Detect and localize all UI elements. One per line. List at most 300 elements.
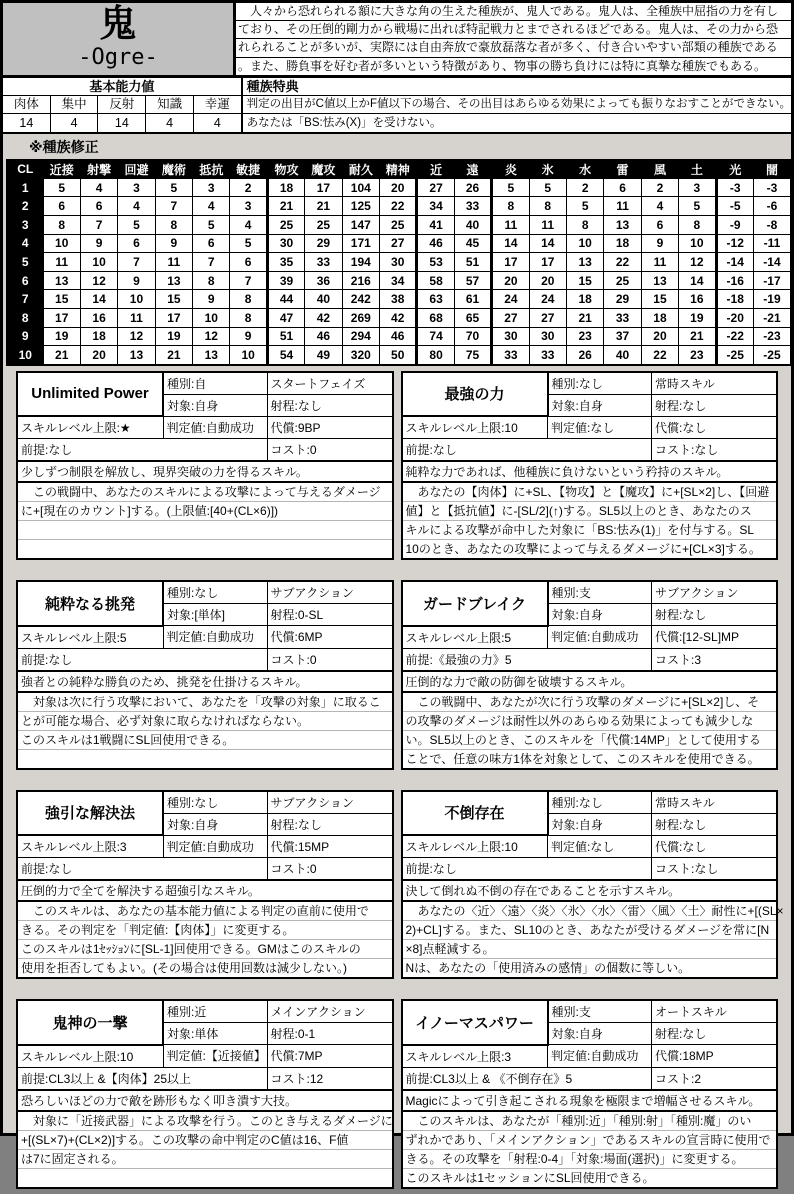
- skill-card-stat-row: [17, 835, 393, 858]
- mod-cl-cell: 8: [7, 308, 43, 327]
- skill-cost: コスト:12: [267, 1067, 393, 1090]
- mod-value-cell: 12: [193, 327, 230, 346]
- mod-col-header: 水: [566, 160, 603, 179]
- mod-value-cell: 8: [529, 197, 566, 216]
- mod-value-cell: 5: [492, 178, 529, 197]
- mod-cl-cell: 2: [7, 197, 43, 216]
- skill-card-body-row: [402, 692, 778, 769]
- mod-value-cell: 10: [80, 253, 117, 272]
- skill-level-limit: スキルレベル上限:3: [17, 835, 163, 858]
- mod-value-cell: 6: [193, 234, 230, 253]
- mod-value-cell: 65: [454, 308, 491, 327]
- skill-range: 射程:0-SL: [267, 604, 393, 626]
- mod-row: [7, 215, 791, 234]
- skill-level-limit: スキルレベル上限:5: [17, 626, 163, 649]
- mod-value-cell: 49: [305, 346, 342, 365]
- skill-type: 種別:なし: [163, 791, 267, 814]
- skill-timing: 常時スキル: [652, 372, 778, 395]
- mod-value-cell: 24: [529, 290, 566, 309]
- skill-cost: コスト:なし: [652, 858, 778, 881]
- mod-row: [7, 271, 791, 290]
- skill-flavor: 純粋な力であれば、他種族に負けないという矜持のスキル。: [402, 461, 778, 482]
- skill-type: 種別:近: [163, 1000, 267, 1023]
- skill-timing: メインアクション: [267, 1000, 393, 1023]
- skill-body-line: +[(SL×7)+(CL×2)]する。この攻撃の命中判定のC値は16、F値: [18, 1130, 392, 1149]
- mod-col-header: 炎: [492, 160, 529, 179]
- mod-value-cell: 30: [267, 234, 304, 253]
- mod-value-cell: 10: [679, 234, 716, 253]
- skill-target: 対象:自身: [548, 813, 652, 835]
- mod-value-cell: 17: [529, 253, 566, 272]
- mod-value-cell: 36: [305, 271, 342, 290]
- skill-body-line: 使用を拒否してもよい。(その場合は使用回数は減少しない。): [18, 958, 392, 977]
- skill-price: 代償:15MP: [267, 835, 393, 858]
- mod-col-header: 闇: [753, 160, 791, 179]
- skill-body-line: ×8]点軽減する。: [403, 939, 777, 958]
- mod-value-cell: 57: [454, 271, 491, 290]
- mod-value-cell: 7: [193, 253, 230, 272]
- mod-value-cell: 11: [118, 308, 155, 327]
- skill-cost: コスト:0: [267, 648, 393, 671]
- skill-card-body-row: [402, 482, 778, 559]
- skill-card-prereq-row: [402, 858, 778, 881]
- mod-value-cell: 13: [155, 271, 192, 290]
- base-abilities-table: [3, 78, 243, 132]
- mod-value-cell: 9: [641, 234, 678, 253]
- ability-label: 知識: [146, 96, 194, 114]
- skill-body-line: ことで、任意の味方1体を対象として、このスキルを使用できる。: [403, 749, 777, 768]
- mod-value-cell: 46: [305, 327, 342, 346]
- ability-label: 反射: [98, 96, 146, 114]
- mod-value-cell: 7: [155, 197, 192, 216]
- skill-body-line: このスキルは1戦闘にSL回使用できる。: [18, 730, 392, 749]
- mod-value-cell: 8: [230, 308, 267, 327]
- mod-value-cell: 11: [43, 253, 80, 272]
- mod-row: [7, 197, 791, 216]
- mod-value-cell: 15: [641, 290, 678, 309]
- skill-card-prereq-row: [17, 439, 393, 462]
- race-perks-lines: [243, 96, 791, 132]
- mod-value-cell: 27: [417, 178, 454, 197]
- mod-value-cell: 4: [193, 197, 230, 216]
- mod-value-cell: 33: [305, 253, 342, 272]
- ability-label: 肉体: [3, 96, 51, 114]
- mod-col-header: 遠: [454, 160, 491, 179]
- mod-value-cell: 17: [155, 308, 192, 327]
- mod-value-cell: 27: [492, 308, 529, 327]
- skill-card: [16, 371, 394, 561]
- skill-price: 代償:6MP: [267, 626, 393, 649]
- mod-value-cell: -3: [716, 178, 753, 197]
- skill-card-head-row-1: [17, 1000, 393, 1023]
- mod-value-cell: 171: [342, 234, 379, 253]
- mod-value-cell: 40: [604, 346, 641, 365]
- skill-card-flavor-row: [402, 671, 778, 692]
- skill-range: 射程:なし: [267, 394, 393, 416]
- skill-type: 種別:支: [548, 581, 652, 604]
- mod-value-cell: 11: [641, 253, 678, 272]
- skill-body-line: [18, 1168, 392, 1187]
- mod-value-cell: 18: [267, 178, 304, 197]
- skill-level-limit: スキルレベル上限:10: [402, 416, 548, 439]
- skill-flavor: Magicによって引き起こされる現象を極限まで増幅させるスキル。: [402, 1090, 778, 1111]
- skill-target: 対象:単体: [163, 1023, 267, 1045]
- mod-value-cell: 320: [342, 346, 379, 365]
- mod-value-cell: 5: [529, 178, 566, 197]
- mod-value-cell: 25: [604, 271, 641, 290]
- skill-price: 代償:9BP: [267, 416, 393, 439]
- skill-body-line: きる。その攻撃を「射程:0-4」「対象:場面(選択)」に変更する。: [403, 1149, 777, 1168]
- mod-value-cell: 5: [230, 234, 267, 253]
- mod-value-cell: 54: [267, 346, 304, 365]
- mod-col-header: 近接: [43, 160, 80, 179]
- ability-value: 14: [3, 114, 51, 132]
- skill-check-value: 判定値:なし: [548, 835, 652, 858]
- skill-level-limit: スキルレベル上限:★: [17, 416, 163, 439]
- mod-value-cell: 13: [193, 346, 230, 365]
- mod-value-cell: 47: [267, 308, 304, 327]
- mod-value-cell: 8: [679, 215, 716, 234]
- mod-value-cell: 12: [118, 327, 155, 346]
- ability-label: 幸運: [194, 96, 241, 114]
- mod-value-cell: 17: [43, 308, 80, 327]
- mod-value-cell: 44: [267, 290, 304, 309]
- mod-row: [7, 234, 791, 253]
- race-name-box: [3, 3, 236, 75]
- mod-value-cell: 6: [118, 234, 155, 253]
- skill-target: 対象:自身: [163, 394, 267, 416]
- mod-value-cell: 6: [641, 215, 678, 234]
- mod-value-cell: 2: [230, 178, 267, 197]
- mod-value-cell: 147: [342, 215, 379, 234]
- skill-cost: コスト:3: [652, 648, 778, 671]
- skill-card: [401, 790, 784, 980]
- mod-value-cell: 33: [529, 346, 566, 365]
- mod-value-cell: -25: [716, 346, 753, 365]
- skill-title: 鬼神の一撃: [17, 1000, 163, 1045]
- mod-value-cell: 33: [604, 308, 641, 327]
- skill-card-body-row: [17, 692, 393, 769]
- skill-card-head-row-1: [402, 372, 778, 395]
- mod-value-cell: 26: [566, 346, 603, 365]
- mod-value-cell: 17: [305, 178, 342, 197]
- mod-value-cell: 5: [118, 215, 155, 234]
- mod-value-cell: 10: [118, 290, 155, 309]
- mod-value-cell: -25: [753, 346, 791, 365]
- mod-value-cell: 2: [641, 178, 678, 197]
- skill-target: 対象:自身: [163, 813, 267, 835]
- skill-prereq: 前提:なし: [17, 439, 267, 462]
- mod-value-cell: 5: [43, 178, 80, 197]
- mod-cl-cell: 4: [7, 234, 43, 253]
- skill-card-flavor-row: [17, 880, 393, 901]
- mod-value-cell: -19: [753, 290, 791, 309]
- skill-card-prereq-row: [17, 858, 393, 881]
- skill-body-line: の攻撃のダメージは耐性以外のあらゆる効果によっても減少しな: [403, 711, 777, 730]
- mod-value-cell: 11: [155, 253, 192, 272]
- mod-value-cell: -6: [753, 197, 791, 216]
- skill-card-body-row: [402, 1111, 778, 1188]
- skill-card-stat-row: [402, 626, 778, 649]
- mod-value-cell: 18: [80, 327, 117, 346]
- mod-value-cell: 16: [679, 290, 716, 309]
- skill-body: [402, 901, 784, 978]
- ability-labels-row: [3, 96, 241, 114]
- mod-value-cell: 14: [80, 290, 117, 309]
- mod-col-header: 氷: [529, 160, 566, 179]
- mod-row: [7, 346, 791, 365]
- mod-value-cell: 8: [155, 215, 192, 234]
- mod-value-cell: 21: [267, 197, 304, 216]
- mod-value-cell: 75: [454, 346, 491, 365]
- skill-range: 射程:なし: [652, 604, 778, 626]
- sheet-header: [3, 3, 791, 78]
- mod-value-cell: 33: [454, 197, 491, 216]
- skill-title: 不倒存在: [402, 791, 548, 836]
- skill-title: 強引な解決法: [17, 791, 163, 836]
- skill-prereq: 前提:CL3以上 &【肉体】25以上: [17, 1067, 267, 1090]
- skill-body-line: に+[現在のカウント]する。(上限値:[40+(CL×6)]): [18, 501, 392, 520]
- skill-body: [17, 692, 393, 769]
- skill-body-line: 10のとき、あなたの攻撃によって与えるダメージに+[CL×3]する。: [403, 539, 777, 558]
- skill-prereq: 前提:なし: [402, 858, 652, 881]
- skill-body-line: 値】と【抵抗値】に-[SL/2](↑)する。SL5以上のとき、あなたのス: [403, 501, 777, 520]
- skill-card-stat-row: [17, 1045, 393, 1068]
- mod-value-cell: 11: [604, 197, 641, 216]
- mod-value-cell: 16: [80, 308, 117, 327]
- mod-value-cell: -18: [716, 290, 753, 309]
- mod-value-cell: 15: [566, 271, 603, 290]
- skill-title: ガードブレイク: [402, 581, 548, 626]
- skill-flavor: 圧倒的力で全てを解決する超強引なスキル。: [17, 880, 393, 901]
- skill-timing: サブアクション: [267, 581, 393, 604]
- ability-label: 集中: [51, 96, 99, 114]
- skill-flavor: 少しずつ制限を解放し、現界突破の力を得るスキル。: [17, 461, 393, 482]
- mod-value-cell: 38: [380, 290, 417, 309]
- mod-row: [7, 308, 791, 327]
- mod-value-cell: 80: [417, 346, 454, 365]
- mod-value-cell: 58: [417, 271, 454, 290]
- race-perk-line: あなたは「BS:怯み(X)」を受けない。: [246, 116, 442, 129]
- skill-body-line: い。SL5以上のとき、このスキルを「代償:14MP」として使用する: [403, 730, 777, 749]
- skill-card-flavor-row: [402, 880, 778, 901]
- skill-body-line: このスキルは1セッションにSL回使用できる。: [403, 1168, 777, 1187]
- skill-card-stat-row: [17, 626, 393, 649]
- mod-value-cell: 8: [43, 215, 80, 234]
- skill-level-limit: スキルレベル上限:10: [17, 1045, 163, 1068]
- mod-value-cell: 4: [230, 215, 267, 234]
- mod-value-cell: 3: [679, 178, 716, 197]
- skill-body-line: このスキルは1ｾｯｼｮﾝに[SL-1]回使用できる。GMはこのスキルの: [18, 939, 392, 958]
- skill-card: [401, 999, 779, 1189]
- mod-value-cell: 18: [566, 290, 603, 309]
- skill-card-prereq-row: [402, 439, 778, 462]
- skill-prereq: 前提:《最強の力》5: [402, 648, 652, 671]
- skill-range: 射程:なし: [267, 813, 393, 835]
- mod-value-cell: 11: [529, 215, 566, 234]
- skill-flavor: 決して倒れぬ不倒の存在であることを示すスキル。: [402, 880, 778, 901]
- skill-card-stat-row: [402, 1045, 778, 1068]
- mod-value-cell: 22: [604, 253, 641, 272]
- mod-value-cell: -8: [753, 215, 791, 234]
- skill-check-value: 判定値:自動成功: [163, 835, 267, 858]
- mod-value-cell: 63: [417, 290, 454, 309]
- mod-value-cell: 7: [80, 215, 117, 234]
- mod-value-cell: 5: [679, 197, 716, 216]
- mod-value-cell: 9: [193, 290, 230, 309]
- skill-card-flavor-row: [402, 461, 778, 482]
- mod-value-cell: 12: [679, 253, 716, 272]
- mod-value-cell: 3: [230, 197, 267, 216]
- mod-value-cell: 21: [43, 346, 80, 365]
- mod-value-cell: 13: [566, 253, 603, 272]
- skill-body-line: きる。その判定を「判定値:【肉体】」に変更する。: [18, 920, 392, 939]
- race-description-line: 人々から恐れられる額に大きな角の生えた種族が、鬼人である。鬼人は、全種族中屈指の力を有し: [236, 3, 791, 21]
- mod-value-cell: 74: [417, 327, 454, 346]
- skill-card-prereq-row: [402, 648, 778, 671]
- mod-cl-cell: 1: [7, 178, 43, 197]
- skill-card-prereq-row: [17, 648, 393, 671]
- mod-value-cell: 125: [342, 197, 379, 216]
- skill-range: 射程:なし: [652, 394, 778, 416]
- mod-cl-cell: 3: [7, 215, 43, 234]
- skill-card-body-row: [17, 1111, 393, 1188]
- skill-timing: オートスキル: [652, 1000, 778, 1023]
- skill-price: 代償:18MP: [652, 1045, 778, 1068]
- mod-value-cell: 13: [118, 346, 155, 365]
- mod-col-header: 風: [641, 160, 678, 179]
- skill-check-value: 判定値:なし: [548, 416, 652, 439]
- skill-card-head-row-1: [402, 791, 778, 814]
- skill-card-head-row-1: [17, 791, 393, 814]
- mod-value-cell: 12: [80, 271, 117, 290]
- skill-cards-grid: [3, 366, 791, 1194]
- mod-value-cell: 9: [155, 234, 192, 253]
- skill-card-stat-row: [402, 835, 778, 858]
- skill-cost: コスト:なし: [652, 439, 778, 462]
- skill-flavor: 強者との純粋な勝負のため、挑発を仕掛けるスキル。: [17, 671, 393, 692]
- mod-col-header: 魔術: [155, 160, 192, 179]
- skill-range: 射程:なし: [652, 813, 778, 835]
- mod-col-header: 耐久: [342, 160, 379, 179]
- mod-value-cell: 7: [230, 271, 267, 290]
- skill-body-line: は7に固定される。: [18, 1149, 392, 1168]
- skill-body-line: [18, 539, 392, 558]
- skill-timing: サブアクション: [652, 581, 778, 604]
- mod-value-cell: 8: [193, 271, 230, 290]
- skill-card-flavor-row: [17, 461, 393, 482]
- mod-value-cell: 4: [118, 197, 155, 216]
- skill-price: 代償:[12-SL]MP: [652, 626, 778, 649]
- mod-row: [7, 290, 791, 309]
- skill-check-value: 判定値:自動成功: [163, 416, 267, 439]
- mod-cl-cell: 5: [7, 253, 43, 272]
- skill-check-value: 判定値:【近接値】: [163, 1045, 267, 1068]
- mod-value-cell: 13: [43, 271, 80, 290]
- mod-value-cell: 20: [641, 327, 678, 346]
- mod-header-row: [7, 160, 791, 179]
- skill-card-prereq-row: [17, 1067, 393, 1090]
- mod-col-header: 光: [716, 160, 753, 179]
- skill-type: 種別:自: [163, 372, 267, 395]
- race-mod-title: ※種族修正: [29, 138, 99, 155]
- skill-body-line: Nは、あなたの「使用済みの感情」の個数に等しい。: [403, 958, 777, 977]
- skill-card-flavor-row: [402, 1090, 778, 1111]
- skill-card: [401, 371, 779, 561]
- mod-value-cell: 17: [492, 253, 529, 272]
- mod-value-cell: 6: [604, 178, 641, 197]
- skill-check-value: 判定値:自動成功: [163, 626, 267, 649]
- race-description-line: れられることが多いが、実際には自由奔放で豪放磊落な者が多く、付き合いやすい部類の種族である: [236, 39, 791, 57]
- mod-value-cell: -17: [753, 271, 791, 290]
- mod-value-cell: 14: [492, 234, 529, 253]
- skill-target: 対象:自身: [548, 1023, 652, 1045]
- skill-body: [17, 482, 393, 559]
- skill-timing: 常時スキル: [652, 791, 778, 814]
- mod-value-cell: 15: [43, 290, 80, 309]
- mod-value-cell: 10: [230, 346, 267, 365]
- skill-body: [402, 692, 778, 769]
- mod-value-cell: -23: [753, 327, 791, 346]
- ability-value: 4: [146, 114, 194, 132]
- mod-value-cell: 34: [417, 197, 454, 216]
- skill-card-flavor-row: [17, 671, 393, 692]
- mod-value-cell: 21: [566, 308, 603, 327]
- mod-value-cell: 53: [417, 253, 454, 272]
- mod-value-cell: -21: [753, 308, 791, 327]
- mod-row: [7, 178, 791, 197]
- mod-value-cell: -12: [716, 234, 753, 253]
- mod-value-cell: 42: [305, 308, 342, 327]
- skill-timing: サブアクション: [267, 791, 393, 814]
- mod-value-cell: 3: [193, 178, 230, 197]
- race-description-line: 。また、勝負事を好む者が多いという特徴があり、物事の勝ち負けには特に真摯な種族でもある。: [238, 58, 767, 73]
- mod-value-cell: 19: [43, 327, 80, 346]
- mod-value-cell: 4: [641, 197, 678, 216]
- mod-value-cell: 14: [529, 234, 566, 253]
- mod-cl-cell: 9: [7, 327, 43, 346]
- skill-body-line: 2)+CL]する。また、SL10のとき、あなたが受けるダメージを常に[N: [403, 920, 777, 939]
- skill-card: [401, 580, 779, 770]
- mod-value-cell: 70: [454, 327, 491, 346]
- mod-value-cell: 21: [155, 346, 192, 365]
- skill-flavor: 恐ろしいほどの力で敵を跡形もなく叩き潰す大技。: [17, 1090, 393, 1111]
- mod-value-cell: 41: [417, 215, 454, 234]
- mod-value-cell: -9: [716, 215, 753, 234]
- mod-value-cell: 23: [566, 327, 603, 346]
- mod-col-header: 敏捷: [230, 160, 267, 179]
- ability-value: 4: [51, 114, 99, 132]
- skill-prereq: 前提:なし: [17, 648, 267, 671]
- skill-body-line: [18, 749, 392, 768]
- mod-value-cell: 68: [417, 308, 454, 327]
- skill-body-line: この戦闘中、あなたのスキルによる攻撃によって与えるダメージ: [21, 485, 381, 500]
- mod-value-cell: 25: [380, 215, 417, 234]
- mod-cl-cell: 7: [7, 290, 43, 309]
- mod-value-cell: 42: [380, 308, 417, 327]
- skill-prereq: 前提:なし: [17, 858, 267, 881]
- skill-card: [16, 580, 394, 770]
- mod-value-cell: 51: [267, 327, 304, 346]
- mod-value-cell: 20: [492, 271, 529, 290]
- skill-prereq: 前提:CL3以上 & 《不倒存在》5: [402, 1067, 652, 1090]
- skill-body-line: この戦闘中、あなたが次に行う攻撃のダメージに+[SL×2]し、そ: [405, 694, 760, 709]
- skill-price: 代償:なし: [652, 835, 778, 858]
- mod-value-cell: 22: [380, 197, 417, 216]
- skill-flavor: 圧倒的な力で敵の防御を破壊するスキル。: [402, 671, 778, 692]
- mod-value-cell: 27: [529, 308, 566, 327]
- mod-value-cell: 242: [342, 290, 379, 309]
